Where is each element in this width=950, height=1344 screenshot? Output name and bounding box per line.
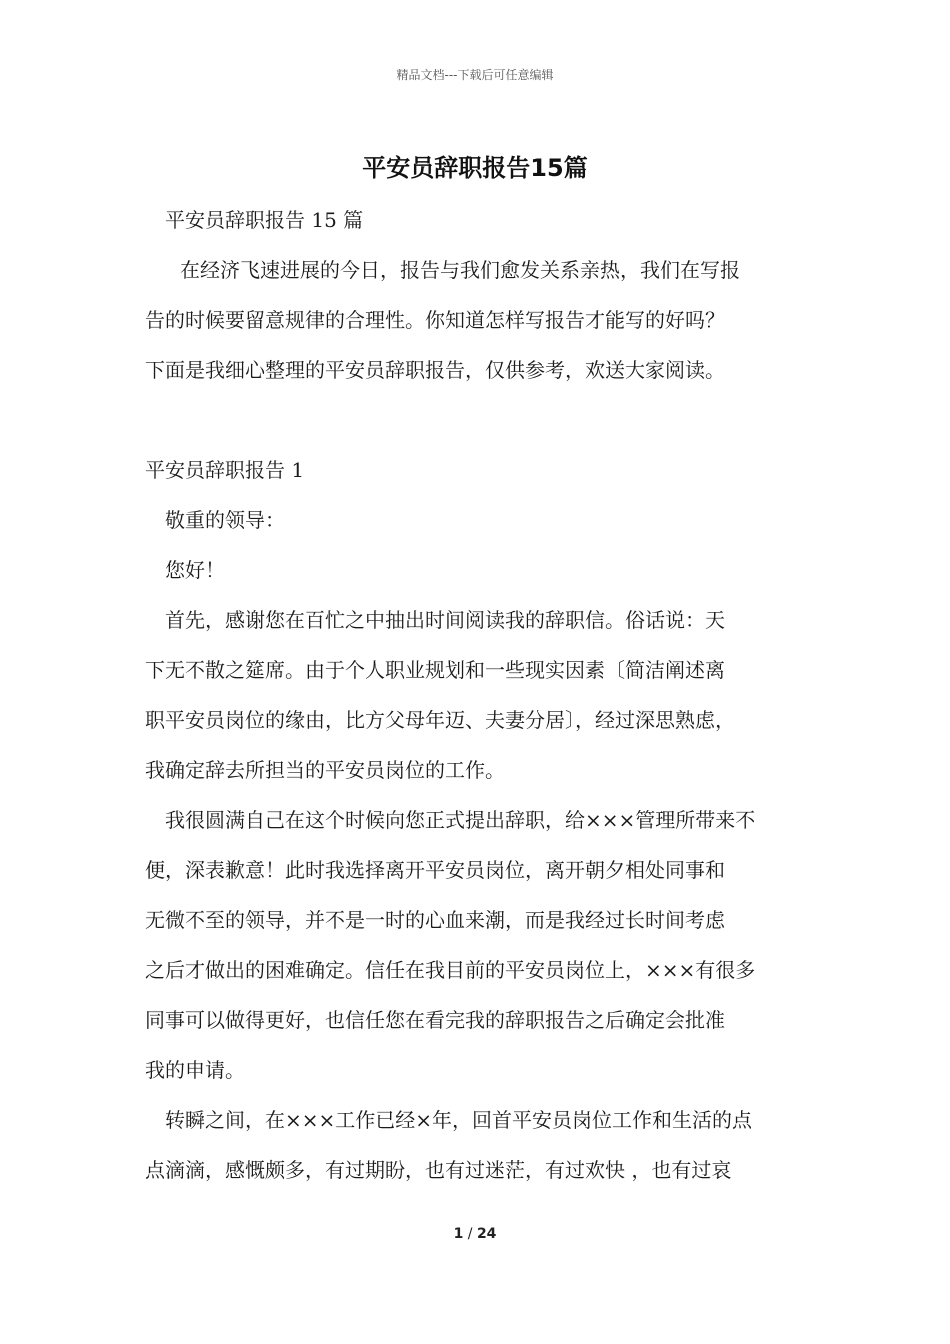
document-title: 平安员辞职报告15篇 [362, 154, 588, 182]
para2-line-6: 我的申请。 [145, 1058, 245, 1082]
current-page: 1 [453, 1226, 464, 1242]
intro-line-2: 告的时候要留意规律的合理性。你知道怎样写报告才能写的好吗？ [145, 308, 725, 332]
greeting: 您好！ [165, 558, 225, 582]
para3-line-1: 转瞬之间，在×××工作已经×年，回首平安员岗位工作和生活的点 [165, 1108, 753, 1132]
intro-line-3: 下面是我细心整理的平安员辞职报告，仅供参考，欢送大家阅读。 [145, 358, 725, 382]
para1-line-3: 职平安员岗位的缘由，比方父母年迈、夫妻分居〕，经过深思熟虑， [145, 708, 735, 732]
para2-line-1: 我很圆满自己在这个时候向您正式提出辞职，给×××管理所带来不 [165, 808, 756, 832]
para1-line-2: 下无不散之筵席。由于个人职业规划和一些现实因素〔简洁阐述离 [145, 658, 725, 682]
document-body [145, 200, 817, 1200]
para1-line-4: 我确定辞去所担当的平安员岗位的工作。 [145, 758, 505, 782]
page-header: 精品文档---下载后可任意编辑 [396, 68, 554, 82]
page-number [0, 1226, 950, 1242]
intro-line-1: 在经济飞速进展的今日，报告与我们愈发关系亲热，我们在写报 [180, 258, 740, 282]
para2-line-5: 同事可以做得更好，也信任您在看完我的辞职报告之后确定会批准 [145, 1008, 725, 1032]
document-subtitle: 平安员辞职报告 15 篇 [165, 208, 364, 232]
para2-line-2: 便，深表歉意！此时我选择离开平安员岗位，离开朝夕相处同事和 [145, 858, 725, 882]
para1-line-1: 首先，感谢您在百忙之中抽出时间阅读我的辞职信。俗话说：天 [165, 608, 725, 632]
para2-line-4: 之后才做出的困难确定。信任在我目前的平安员岗位上，×××有很多 [145, 958, 756, 982]
para3-line-2: 点滴滴，感慨颇多，有过期盼，也有过迷茫，有过欢快 ，也有过哀 [145, 1158, 732, 1182]
section-heading: 平安员辞职报告 1 [145, 458, 305, 482]
salutation: 敬重的领导： [165, 508, 285, 532]
total-pages: 24 [476, 1226, 497, 1242]
spacer [145, 400, 817, 450]
para2-line-3: 无微不至的领导，并不是一时的心血来潮，而是我经过长时间考虑 [145, 908, 725, 932]
page-separator: / [467, 1226, 473, 1242]
